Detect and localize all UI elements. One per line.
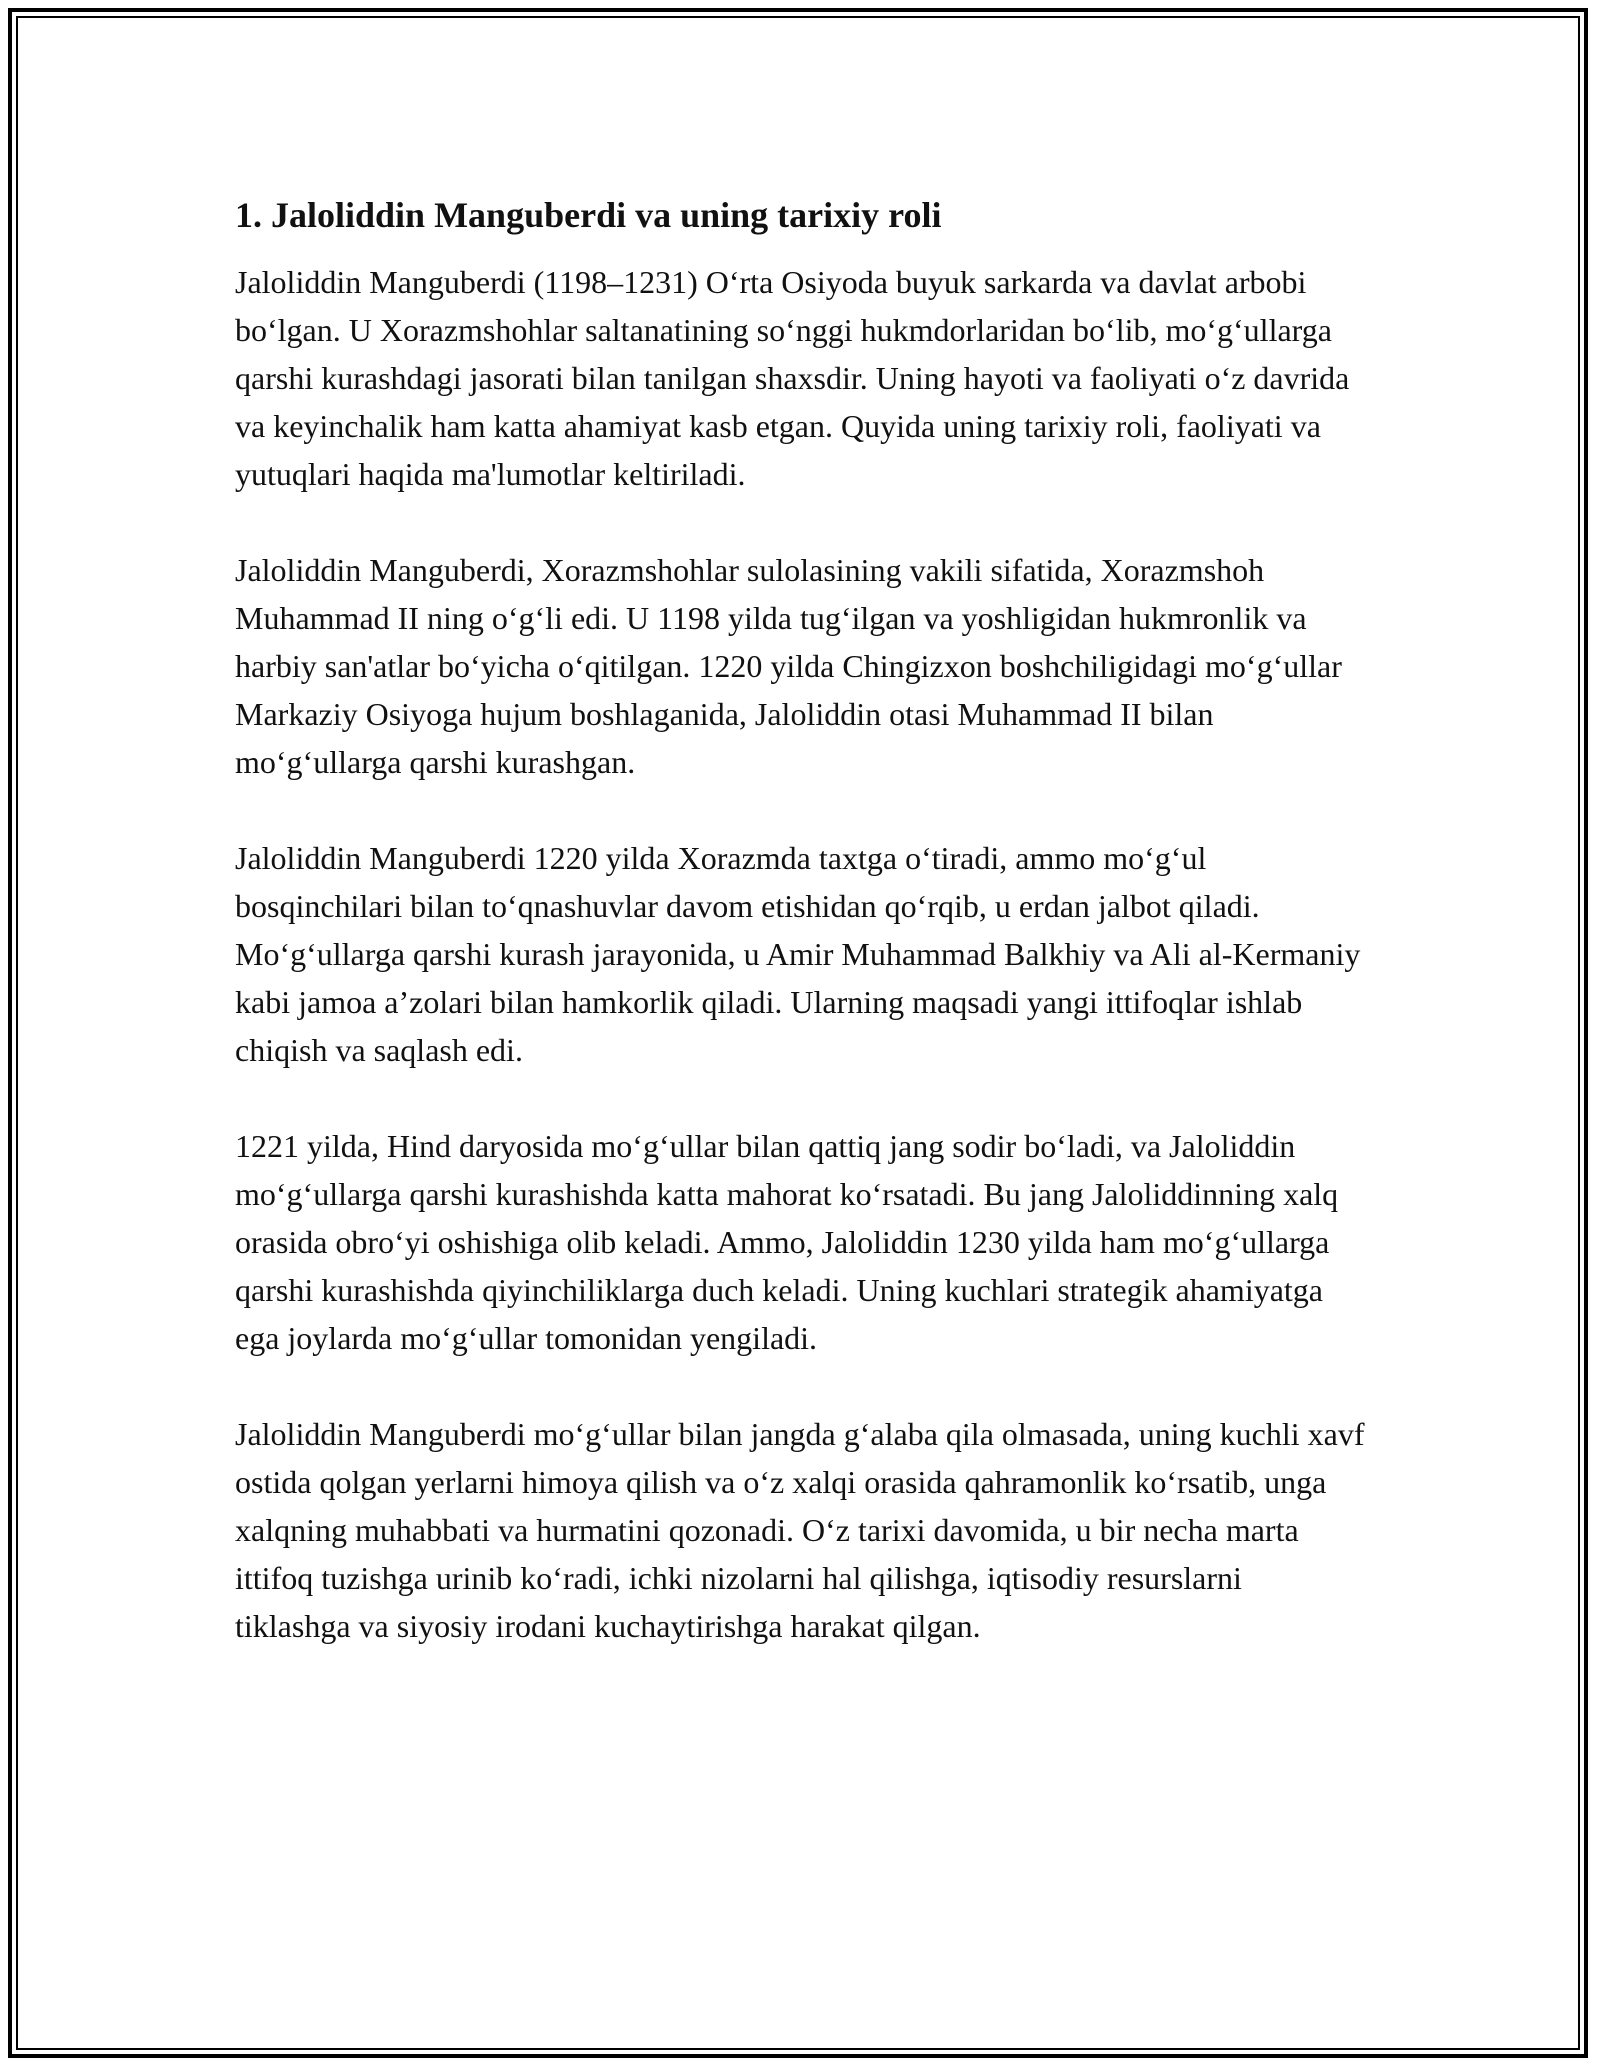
- paragraph-5: Jaloliddin Manguberdi mo‘g‘ullar bilan jangda g‘alaba qila olmasada, uning kuchli xavf ostida qolgan yerlarni himoya qilish va o‘z xalqi orasida qahramonlik ko‘rsatib, unga xalqning muhabbati va hurmatini qozonadi. O‘z tarixi davomida, u bir necha marta ittifoq tuzishga urinib ko‘radi, ichki nizolarni hal qilishga, iqtisodiy resurslarni tiklashga va siyosiy irodani kuchaytirishga harakat qilgan.: [235, 1416, 1365, 1644]
- document-body: [235, 190, 1365, 1698]
- paragraph-1: Jaloliddin Manguberdi (1198–1231) O‘rta Osiyoda buyuk sarkarda va davlat arbobi bo‘lgan. U Xorazmshohlar saltanatining so‘nggi hukmdorlaridan bo‘lib, mo‘g‘ullarga qarshi kurashdagi jasorati bilan tanilgan shaxsdir. Uning hayoti va faoliyati o‘z davrida va keyinchalik ham katta ahamiyat kasb etgan. Quyida uning tarixiy roli, faoliyati va yutuqlari haqida ma'lumotlar keltiriladi.: [235, 264, 1350, 492]
- paragraph-2: Jaloliddin Manguberdi, Xorazmshohlar sulolasining vakili sifatida, Xorazmshoh Muhammad II ning o‘g‘li edi. U 1198 yilda tug‘ilgan va yoshligidan hukmronlik va harbiy san'atlar bo‘yicha o‘qitilgan. 1220 yilda Chingizxon boshchiligidagi mo‘g‘ullar Markaziy Osiyoga hujum boshlaganida, Jaloliddin otasi Muhammad II bilan mo‘g‘ullarga qarshi kurashgan.: [235, 552, 1342, 780]
- paragraph-3: Jaloliddin Manguberdi 1220 yilda Xorazmda taxtga o‘tiradi, ammo mo‘g‘ul bosqinchilari bilan to‘qnashuvlar davom etishidan qo‘rqib, u erdan jalbot qiladi. Mo‘g‘ullarga qarshi kurash jarayonida, u Amir Muhammad Balkhiy va Ali al-Kermaniy kabi jamoa a’zolari bilan hamkorlik qiladi. Ularning maqsadi yangi ittifoqlar ishlab chiqish va saqlash edi.: [235, 840, 1361, 1068]
- paragraph-4: 1221 yilda, Hind daryosida mo‘g‘ullar bilan qattiq jang sodir bo‘ladi, va Jaloliddin mo‘g‘ullarga qarshi kurashishda katta mahorat ko‘rsatadi. Bu jang Jaloliddinning xalq orasida obro‘yi oshishiga olib keladi. Ammo, Jaloliddin 1230 yilda ham mo‘g‘ullarga qarshi kurashishda qiyinchiliklarga duch keladi. Uning kuchlari strategik ahamiyatga ega joylarda mo‘g‘ullar tomonidan yengiladi.: [235, 1128, 1339, 1356]
- section-heading: 1. Jaloliddin Manguberdi va uning tarixiy roli: [235, 195, 942, 235]
